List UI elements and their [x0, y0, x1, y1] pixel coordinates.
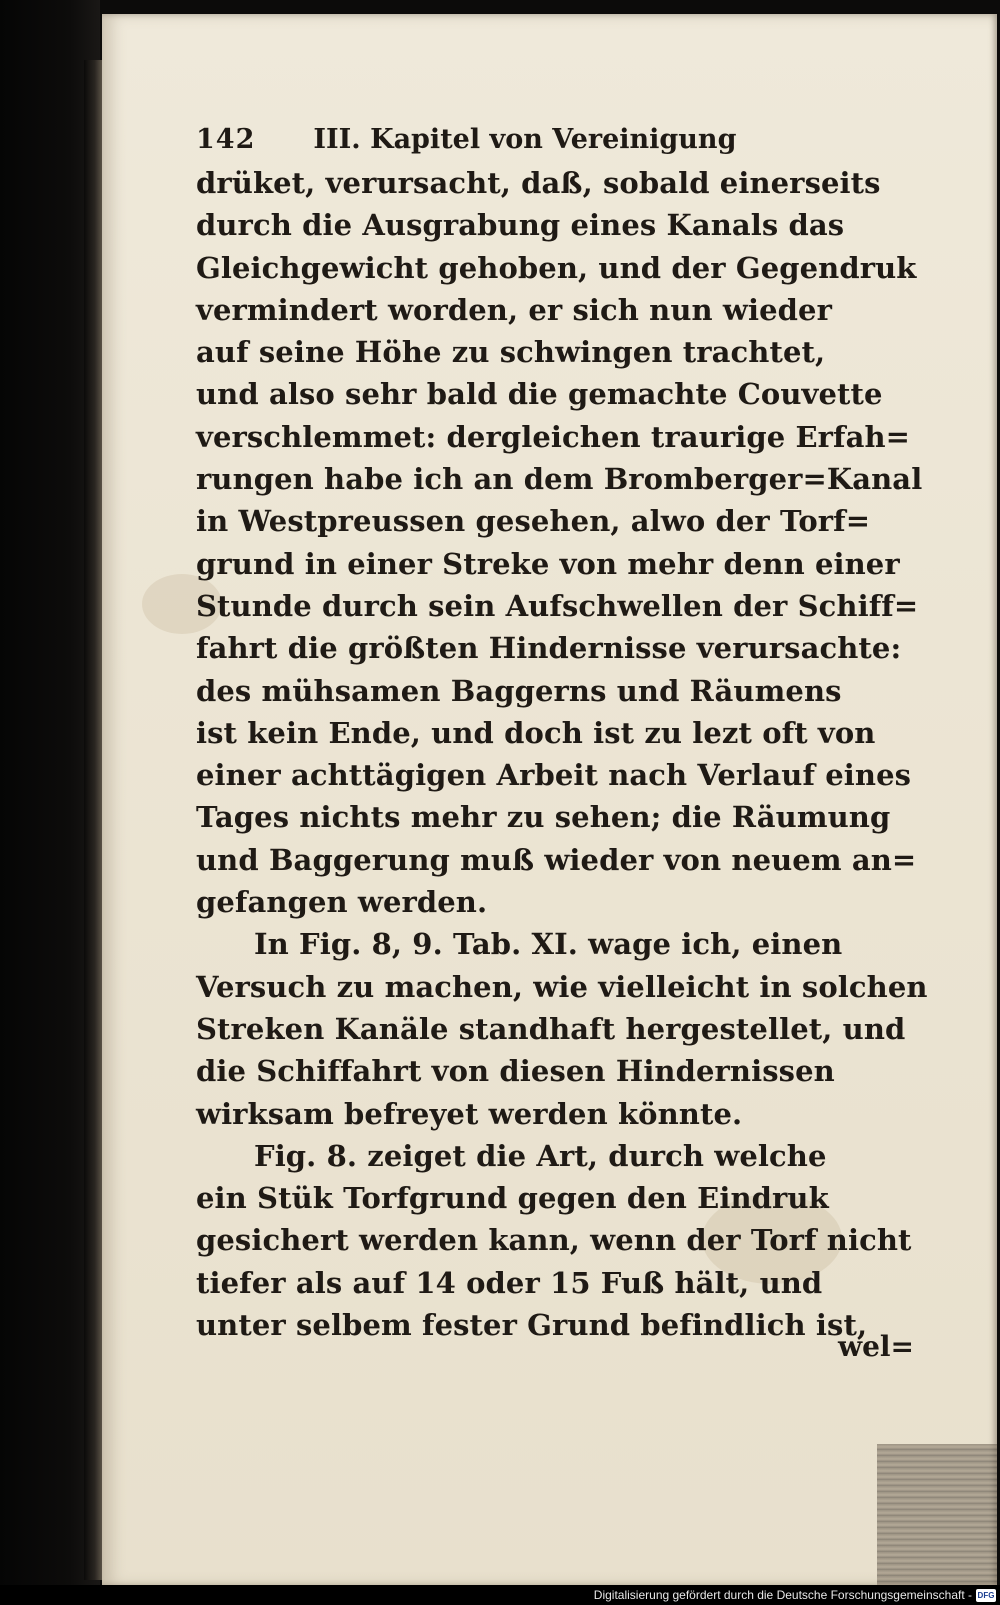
text-line: unter selbem fester Grund befindlich ist,: [196, 1308, 868, 1343]
text-line: auf seine Höhe zu schwingen trachtet,: [196, 335, 826, 370]
text-line: gesichert werden kann, wenn der Torf nicht: [196, 1223, 912, 1258]
text-line: drüket, verursacht, daß, sobald einerseits: [196, 166, 881, 200]
footer-bar: [0, 1585, 1000, 1605]
text-line: ist kein Ende, und doch ist zu lezt oft von: [196, 715, 876, 750]
text-line: gefangen werden.: [196, 885, 488, 920]
running-title: III. Kapitel von Vereinigung: [313, 124, 737, 155]
text-line: fahrt die größten Hindernisse verursachte:: [196, 631, 902, 666]
text-line: in Westpreussen gesehen, alwo der Torf=: [196, 504, 871, 539]
page-text: [196, 118, 956, 1346]
text-line: vermindert worden, er sich nun wieder: [196, 292, 832, 327]
text-line: und Baggerung muß wieder von neuem an=: [196, 842, 917, 877]
page-number: 142: [196, 124, 256, 155]
catchword: wel=: [838, 1330, 915, 1363]
digitization-credit: Digitalisierung gefördert durch die Deutsche Forschungsgemeinschaft -: [593, 1588, 972, 1602]
running-header: [196, 118, 956, 162]
text-line: und also sehr bald die gemachte Couvette: [196, 377, 883, 412]
page-gutter-shadow: [84, 60, 102, 1580]
text-line: rungen habe ich an dem Bromberger=Kanal: [196, 462, 923, 497]
text-line: grund in einer Streke von mehr denn einer: [196, 546, 900, 581]
dfg-logo-icon: DFG: [977, 1591, 995, 1600]
text-line: Versuch zu machen, wie vielleicht in solchen: [196, 969, 928, 1004]
text-line: ein Stük Torfgrund gegen den Eindruk: [196, 1181, 829, 1216]
text-line: verschlemmet: dergleichen traurige Erfah=: [196, 419, 911, 454]
text-line: tiefer als auf 14 oder 15 Fuß hält, und: [196, 1265, 823, 1300]
paragraph-start-line: In Fig. 8, 9. Tab. XI. wage ich, einen: [254, 927, 843, 962]
paragraph-start-line: Fig. 8. zeiget die Art, durch welche: [254, 1138, 827, 1173]
text-line: die Schiffahrt von diesen Hindernissen: [196, 1054, 835, 1089]
text-line: wirksam befreyet werden könnte.: [196, 1096, 743, 1131]
text-line: Tages nichts mehr zu sehen; die Räumung: [196, 800, 891, 835]
text-line: einer achttägigen Arbeit nach Verlauf eines: [196, 758, 912, 793]
page-edges: [877, 1444, 997, 1604]
text-line: Streken Kanäle standhaft hergestellet, und: [196, 1011, 906, 1046]
text-line: Stunde durch sein Aufschwellen der Schiff=: [196, 588, 919, 623]
text-line: Gleichgewicht gehoben, und der Gegendruk: [196, 250, 917, 285]
text-line: des mühsamen Baggerns und Räumens: [196, 673, 842, 708]
text-line: durch die Ausgrabung eines Kanals das: [196, 208, 845, 243]
